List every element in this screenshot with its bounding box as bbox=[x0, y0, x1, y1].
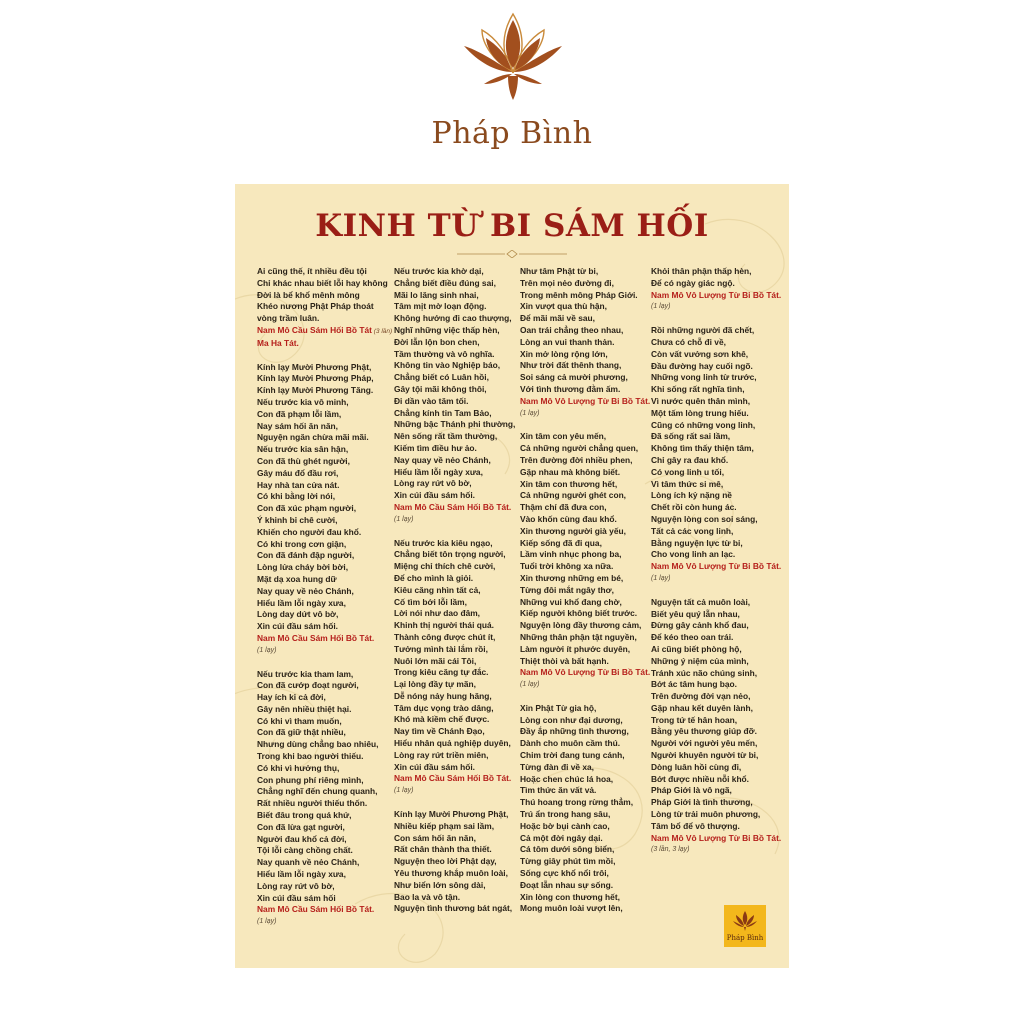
verse-line: Xin lòng con thương hết, bbox=[520, 891, 620, 902]
invocation-line: Ma Ha Tát. bbox=[257, 337, 299, 348]
verse-line: Trong tứ tế hân hoan, bbox=[651, 714, 738, 725]
verse-line: Lòng từ trải muôn phương, bbox=[651, 809, 761, 820]
stanza bbox=[394, 538, 526, 798]
verse-line: Những ý niệm của mình, bbox=[651, 655, 749, 666]
verse-line: Khó mà kiềm chế được. bbox=[394, 714, 490, 725]
verse-line: Con đã giữ thật nhiều, bbox=[257, 727, 346, 738]
verse-line: Xin cúi đầu sám hối. bbox=[394, 761, 475, 772]
verse-line: Có khi vì hưởng thụ, bbox=[257, 762, 340, 773]
verse-line: Trên mọi nẻo đường đi, bbox=[520, 277, 614, 288]
verse-line: Xin tâm con thương hết, bbox=[520, 478, 618, 489]
verse-line: Những vui khổ đang chờ, bbox=[520, 596, 622, 607]
verse-line: Đời lẫn lộn bon chen, bbox=[394, 336, 480, 347]
verse-line: Khiến cho người đau khổ. bbox=[257, 526, 362, 537]
verse-line: Tâm mịt mờ loạn động. bbox=[394, 301, 487, 312]
verse-line: Gặp nhau kết duyên lành, bbox=[651, 702, 753, 713]
lotus-logo-icon bbox=[462, 10, 564, 102]
sutra-column-3 bbox=[520, 266, 652, 927]
verse-line: Chẳng biết tôn trọng người, bbox=[394, 549, 506, 560]
verse-line: Lòng day dứt vô bờ, bbox=[257, 609, 339, 620]
verse-line: Xin thương những em bé, bbox=[520, 572, 624, 583]
stanza bbox=[651, 266, 783, 313]
verse-line: Tâm dục vọng trào dâng, bbox=[394, 702, 494, 713]
sutra-column-4 bbox=[651, 266, 783, 868]
verse-line: Cho vong linh an lạc. bbox=[651, 549, 736, 560]
verse-line: Xin thương người già yếu, bbox=[520, 525, 626, 536]
stanza bbox=[394, 266, 526, 526]
verse-line: Tội lỗi càng chồng chất. bbox=[257, 845, 353, 856]
verse-line: Như tâm Phật từ bi, bbox=[520, 266, 599, 276]
verse-line: Hay ích kỉ cả đời, bbox=[257, 692, 326, 703]
verse-line: Đừng gây cảnh khổ đau, bbox=[651, 620, 749, 631]
verse-line: Không tìm thấy thiện tâm, bbox=[651, 443, 754, 454]
verse-line: Những thân phận tật nguyền, bbox=[520, 631, 637, 642]
verse-line: Thú hoang trong rừng thẳm, bbox=[520, 797, 634, 808]
verse-line: Sống cực khổ nổi trôi, bbox=[520, 868, 609, 879]
invocation-line: Nam Mô Vô Lượng Từ Bi Bồ Tát. bbox=[651, 561, 782, 572]
verse-line: Người khuyên người từ bi, bbox=[651, 750, 759, 761]
verse-line: Biết yêu quý lẫn nhau, bbox=[651, 608, 740, 619]
verse-line: Mong muôn loài vượt lên, bbox=[520, 903, 623, 914]
stanza bbox=[651, 597, 783, 857]
stanza bbox=[520, 266, 652, 419]
verse-line: Ý khinh bỉ chê cười, bbox=[257, 514, 338, 525]
prostration-note: (1 lạy) bbox=[520, 681, 540, 689]
sutra-column-2 bbox=[394, 266, 526, 927]
verse-line: Nên sống rất tầm thường, bbox=[394, 431, 498, 442]
verse-line: Vào khốn cùng đau khổ. bbox=[520, 513, 617, 524]
verse-line: Khinh thị người thái quá. bbox=[394, 620, 494, 631]
stanza bbox=[394, 809, 526, 915]
verse-line: Con phung phí riêng mình, bbox=[257, 774, 364, 785]
verse-line: Kiếp người không biết trước. bbox=[520, 608, 638, 619]
verse-line: Kiếp sống đã đi qua, bbox=[520, 537, 602, 548]
verse-line: Lòng con như đại dương, bbox=[520, 714, 623, 725]
verse-line: Đầy ắp những tình thương, bbox=[520, 726, 629, 737]
stanza bbox=[257, 362, 389, 657]
verse-line: Cũng có những vong linh, bbox=[651, 419, 756, 430]
invocation-line: Nam Mô Cầu Sám Hối Bồ Tát (3 lần) bbox=[257, 324, 393, 335]
verse-line: Đi dần vào tăm tối. bbox=[394, 395, 469, 406]
verse-line: Lòng ray rứt vô bờ, bbox=[257, 880, 335, 891]
verse-line: Lòng ray rứt triền miên, bbox=[394, 749, 489, 760]
brand-badge bbox=[724, 905, 766, 947]
verse-line: Bớt ác tâm hung bạo. bbox=[651, 679, 737, 690]
verse-line: Con đã phạm lỗi lầm, bbox=[257, 408, 342, 419]
verse-line: Để có ngày giác ngộ. bbox=[651, 277, 735, 288]
badge-text: Pháp Bình bbox=[726, 934, 764, 942]
verse-line: Như trời đất thênh thang, bbox=[520, 360, 622, 371]
verse-line: Dòng luân hồi cùng đi, bbox=[651, 761, 742, 772]
verse-line: Để cho mình là giỏi. bbox=[394, 572, 474, 583]
verse-line: Lòng ray rứt vô bờ, bbox=[394, 478, 472, 489]
sutra-column-1 bbox=[257, 266, 393, 940]
verse-line: Bằng yêu thương giúp đỡ. bbox=[651, 726, 757, 737]
verse-line: Kính lạy Mười Phương Tăng. bbox=[257, 385, 374, 396]
verse-line: Rồi những người đã chết, bbox=[651, 325, 755, 336]
title-divider-ornament bbox=[457, 250, 567, 258]
verse-line: Nguyện theo lời Phật dạy, bbox=[394, 856, 497, 867]
verse-line: Lòng lửa cháy bời bời, bbox=[257, 562, 349, 573]
verse-line: Có khi trong cơn giận, bbox=[257, 538, 347, 549]
verse-line: Yêu thương khắp muôn loài, bbox=[394, 868, 508, 879]
verse-line: Đời là bể khổ mênh mông bbox=[257, 289, 360, 300]
verse-line: Những bậc Thánh phi thường, bbox=[394, 419, 516, 430]
verse-line: Chỉ khác nhau biết lỗi hay không bbox=[257, 277, 388, 288]
verse-line: Đầu đường hay cuối ngõ. bbox=[651, 360, 753, 371]
verse-line: Vì tâm thức si mê, bbox=[651, 478, 724, 489]
verse-line: Chết rồi còn hung ác. bbox=[651, 502, 737, 513]
verse-line: Xin cúi đầu sám hối bbox=[257, 892, 336, 903]
verse-line: Nay quanh về nẻo Chánh, bbox=[257, 857, 360, 868]
invocation-line: Nam Mô Vô Lượng Từ Bi Bồ Tát. bbox=[651, 832, 782, 843]
verse-line: Khi sống rất nghĩa tình, bbox=[651, 384, 745, 395]
verse-line: Kiêu căng nhìn tất cả, bbox=[394, 584, 481, 595]
verse-line: Lòng an vui thanh thản. bbox=[520, 336, 615, 347]
verse-line: Chỉ gây ra đau khổ. bbox=[651, 454, 729, 465]
verse-line: Kính lạy Mười Phương Phật, bbox=[257, 361, 372, 372]
verse-line: Tìm thức ăn vất vả. bbox=[520, 785, 597, 796]
verse-line: Con đã thù ghét người, bbox=[257, 455, 350, 466]
verse-line: Con đã lừa gạt người, bbox=[257, 821, 345, 832]
verse-line: Nguyện tình thương bát ngát, bbox=[394, 903, 513, 914]
verse-line: Chẳng nghĩ đến chung quanh, bbox=[257, 786, 378, 797]
verse-line: Vì nước quên thân mình, bbox=[651, 395, 751, 406]
verse-line: Người với người yêu mến, bbox=[651, 738, 758, 749]
verse-line: Còn vất vưởng sơn khê, bbox=[651, 348, 749, 359]
verse-line: Rất chân thành tha thiết. bbox=[394, 844, 492, 855]
verse-line: Trên đường đời vạn nẻo, bbox=[651, 691, 751, 702]
verse-line: Thậm chí đã đưa con, bbox=[520, 502, 607, 513]
verse-line: Như biển lớn sông dài, bbox=[394, 879, 486, 890]
verse-line: Những vong linh từ trước, bbox=[651, 372, 757, 383]
verse-line: Tưởng mình tài lắm rồi, bbox=[394, 643, 488, 654]
prostration-note: (1 lạy) bbox=[394, 515, 414, 523]
verse-line: Tuổi trời không xa nữa. bbox=[520, 561, 614, 572]
prostration-note: (1 lạy) bbox=[257, 918, 277, 926]
verse-line: Gây nên nhiều thiệt hại. bbox=[257, 703, 352, 714]
verse-line: Xin mở lòng rộng lớn, bbox=[520, 348, 608, 359]
verse-line: Không tin vào Nghiệp báo, bbox=[394, 360, 501, 371]
verse-line: Hiểu nhân quả nghiệp duyên, bbox=[394, 738, 511, 749]
verse-line: Khéo nương Phật Pháp thoát bbox=[257, 301, 374, 312]
stanza bbox=[257, 669, 389, 929]
verse-line: Cố tìm bới lỗi lầm, bbox=[394, 596, 467, 607]
verse-line: Dễ nóng nảy hung hăng, bbox=[394, 690, 492, 701]
sutra-poster bbox=[235, 184, 789, 968]
verse-line: Pháp Giới là tình thương, bbox=[651, 797, 753, 808]
poster-title: KINH TỪ BI SÁM HỐI bbox=[315, 208, 709, 244]
verse-line: Gặp nhau mà không biết. bbox=[520, 466, 621, 477]
verse-line: Mặt dạ xoa hung dữ bbox=[257, 573, 337, 584]
prostration-note: (1 lạy) bbox=[257, 646, 277, 654]
verse-line: Nguyện lòng đầy thương cảm, bbox=[520, 620, 642, 631]
verse-line: Hoặc bờ bụi cành cao, bbox=[520, 820, 610, 831]
verse-line: Nguyện tất cả muôn loài, bbox=[651, 596, 751, 607]
prostration-note: (1 lạy) bbox=[651, 303, 671, 311]
verse-line: Xin tâm con yêu mến, bbox=[520, 431, 607, 442]
invocation-line: Nam Mô Cầu Sám Hối Bồ Tát. bbox=[257, 632, 375, 643]
stanza bbox=[520, 703, 652, 915]
verse-line: Mãi lo lăng sinh nhai, bbox=[394, 289, 479, 300]
verse-line: Miệng chỉ thích chê cười, bbox=[394, 561, 496, 572]
verse-line: Con đã cướp đoạt người, bbox=[257, 680, 359, 691]
verse-line: Tất cả các vong linh, bbox=[651, 525, 734, 536]
verse-line: Hiểu lầm lỗi ngày xưa, bbox=[257, 869, 346, 880]
verse-line: Pháp Giới là vô ngã, bbox=[651, 785, 732, 796]
verse-line: Cả những người chẳng quen, bbox=[520, 443, 639, 454]
verse-line: Trong kiêu căng tự đắc. bbox=[394, 667, 489, 678]
verse-line: Hoặc chen chúc lá hoa, bbox=[520, 773, 614, 784]
repeat-note: (3 lần) bbox=[371, 327, 393, 335]
verse-line: Biết đâu trong quá khứ, bbox=[257, 810, 352, 821]
verse-line: Cá tôm dưới sông biển, bbox=[520, 844, 615, 855]
verse-line: Với tình thương đằm ấm. bbox=[520, 383, 621, 394]
verse-line: Bớt được nhiều nỗi khổ. bbox=[651, 773, 749, 784]
verse-line: Người đau khổ cả đời, bbox=[257, 833, 347, 844]
verse-line: Nếu trước kia kiêu ngạo, bbox=[394, 537, 493, 548]
invocation-line: Nam Mô Vô Lượng Từ Bi Bồ Tát. bbox=[520, 395, 651, 406]
verse-line: Khỏi thân phận thấp hèn, bbox=[651, 266, 752, 276]
verse-line: Thành công được chút ít, bbox=[394, 631, 496, 642]
verse-line: Soi sáng cả mười phương, bbox=[520, 372, 628, 383]
verse-line: Xin vượt qua thù hận, bbox=[520, 301, 607, 312]
verse-line: Nhiều kiếp phạm sai lầm, bbox=[394, 820, 495, 831]
verse-line: Có khi vì tham muốn, bbox=[257, 715, 342, 726]
verse-line: Cả những người ghét con, bbox=[520, 490, 627, 501]
verse-line: Hiểu lầm lỗi ngày xưa, bbox=[394, 466, 483, 477]
verse-line: Gây tội mãi không thôi, bbox=[394, 383, 487, 394]
verse-line: Bằng nguyện lực từ bi, bbox=[651, 537, 743, 548]
stanza bbox=[520, 431, 652, 691]
verse-line: Bao la và vô tận. bbox=[394, 891, 461, 902]
verse-line: Có khi bằng lời nói, bbox=[257, 491, 336, 502]
verse-line: Lời nói như dao đâm, bbox=[394, 608, 480, 619]
verse-line: vòng trầm luân. bbox=[257, 313, 320, 324]
verse-line: Xin cúi đầu sám hối. bbox=[257, 621, 338, 632]
verse-line: Chẳng biết điều đúng sai, bbox=[394, 277, 496, 288]
verse-line: Đã sống rất sai lầm, bbox=[651, 431, 731, 442]
prostration-note: (1 lạy) bbox=[651, 574, 671, 582]
verse-line: Nếu trước kia sân hận, bbox=[257, 444, 349, 455]
prostration-note: (1 lạy) bbox=[520, 409, 540, 417]
verse-line: Để kéo theo oan trái. bbox=[651, 632, 734, 643]
verse-line: Chẳng biết có Luân hồi, bbox=[394, 372, 489, 383]
verse-line: Đoạt lẫn nhau sự sống. bbox=[520, 879, 614, 890]
verse-line: Con sám hối ăn năn, bbox=[394, 832, 476, 843]
prostration-note: (1 lạy) bbox=[394, 787, 414, 795]
verse-line: Ai cũng thế, ít nhiều đều tội bbox=[257, 266, 367, 276]
verse-line: Nuôi lớn mãi cái Tôi, bbox=[394, 655, 477, 666]
verse-line: Trên đường đời nhiều phen, bbox=[520, 454, 633, 465]
brand-name: Pháp Bình bbox=[431, 116, 593, 151]
invocation-line: Nam Mô Cầu Sám Hối Bồ Tát. bbox=[394, 773, 512, 784]
verse-line: Con đã đánh đập người, bbox=[257, 550, 355, 561]
verse-line: Làm người ít phước duyên, bbox=[520, 643, 631, 654]
verse-line: Nghĩ những việc thấp hèn, bbox=[394, 324, 500, 335]
verse-line: Hay nhà tan cửa nát. bbox=[257, 479, 340, 490]
verse-line: Nay sám hối ăn năn, bbox=[257, 420, 338, 431]
verse-line: Lại lòng đầy tự mãn, bbox=[394, 679, 476, 690]
verse-line: Rất nhiều người thiếu thốn. bbox=[257, 798, 368, 809]
verse-line: Nhưng dùng chẳng bao nhiêu, bbox=[257, 739, 379, 750]
verse-line: Oan trái chẳng theo nhau, bbox=[520, 324, 624, 335]
verse-line: Xin Phật Từ gia hộ, bbox=[520, 702, 597, 713]
invocation-line: Nam Mô Vô Lượng Từ Bi Bồ Tát. bbox=[520, 667, 651, 678]
verse-line: Lòng ích kỷ nặng nề bbox=[651, 490, 732, 501]
verse-line: Tầm thường và vô nghĩa. bbox=[394, 348, 495, 359]
verse-line: Có vong linh u tối, bbox=[651, 466, 725, 477]
verse-line: Từng đôi mắt ngây thơ, bbox=[520, 584, 614, 595]
verse-line: Chim trời đang tung cánh, bbox=[520, 750, 625, 761]
verse-line: Xin cúi đầu sám hối. bbox=[394, 490, 475, 501]
verse-line: Thiệt thòi và bất hạnh. bbox=[520, 655, 609, 666]
verse-line: Để mãi mãi về sau, bbox=[520, 313, 595, 324]
verse-line: Chưa có chỗ đi về, bbox=[651, 336, 726, 347]
verse-line: Nếu trước kia khờ dại, bbox=[394, 266, 484, 276]
lotus-badge-icon bbox=[733, 909, 757, 931]
verse-line: Kiếm tìm điều hư ảo. bbox=[394, 442, 477, 453]
verse-line: Nguyện ngăn chừa mãi mãi. bbox=[257, 432, 369, 443]
stanza bbox=[257, 266, 393, 350]
verse-line: Nay tìm về Chánh Đạo, bbox=[394, 726, 485, 737]
verse-line: Tránh xúc não chúng sinh, bbox=[651, 667, 758, 678]
invocation-line: Nam Mô Vô Lượng Từ Bi Bồ Tát. bbox=[651, 289, 782, 300]
verse-line: Kính lạy Mười Phương Phật, bbox=[394, 809, 509, 820]
verse-line: Từng giây phút tìm mồi, bbox=[520, 856, 616, 867]
stanza bbox=[651, 325, 783, 585]
invocation-line: Nam Mô Cầu Sám Hối Bồ Tát. bbox=[394, 501, 512, 512]
verse-line: Chẳng kính tin Tam Bảo, bbox=[394, 407, 492, 418]
verse-line: Trú ẩn trong hang sâu, bbox=[520, 809, 611, 820]
verse-line: Nếu trước kia vô minh, bbox=[257, 396, 349, 407]
verse-line: Tâm bổ để vô thượng. bbox=[651, 820, 740, 831]
verse-line: Hiểu lầm lỗi ngày xưa, bbox=[257, 597, 346, 608]
prostration-note: (3 lần, 3 lạy) bbox=[651, 846, 690, 854]
verse-line: Nay quay về nẻo Chánh, bbox=[394, 454, 491, 465]
verse-line: Từng đàn đi về xa, bbox=[520, 761, 595, 772]
verse-line: Trong khi bao người thiếu. bbox=[257, 751, 364, 762]
verse-line: Nguyện lòng con soi sáng, bbox=[651, 513, 758, 524]
invocation-line: Nam Mô Cầu Sám Hối Bồ Tát. bbox=[257, 904, 375, 915]
verse-line: Lầm vinh nhục phong ba, bbox=[520, 549, 622, 560]
verse-line: Không hướng đi cao thượng, bbox=[394, 313, 512, 324]
verse-line: Một tấm lòng trung hiếu. bbox=[651, 407, 749, 418]
verse-line: Ai cũng biết phòng hộ, bbox=[651, 643, 742, 654]
verse-line: Trong mênh mông Pháp Giới. bbox=[520, 289, 638, 300]
verse-line: Cả một đời ngây dại. bbox=[520, 832, 603, 843]
verse-line: Kính lạy Mười Phương Pháp, bbox=[257, 373, 374, 384]
verse-line: Gây máu đổ đầu rơi, bbox=[257, 467, 339, 478]
verse-line: Nay quay về nẻo Chánh, bbox=[257, 585, 354, 596]
verse-line: Nếu trước kia tham lam, bbox=[257, 668, 354, 679]
verse-line: Dành cho muôn cầm thú. bbox=[520, 738, 621, 749]
verse-line: Con đã xúc phạm người, bbox=[257, 503, 357, 514]
